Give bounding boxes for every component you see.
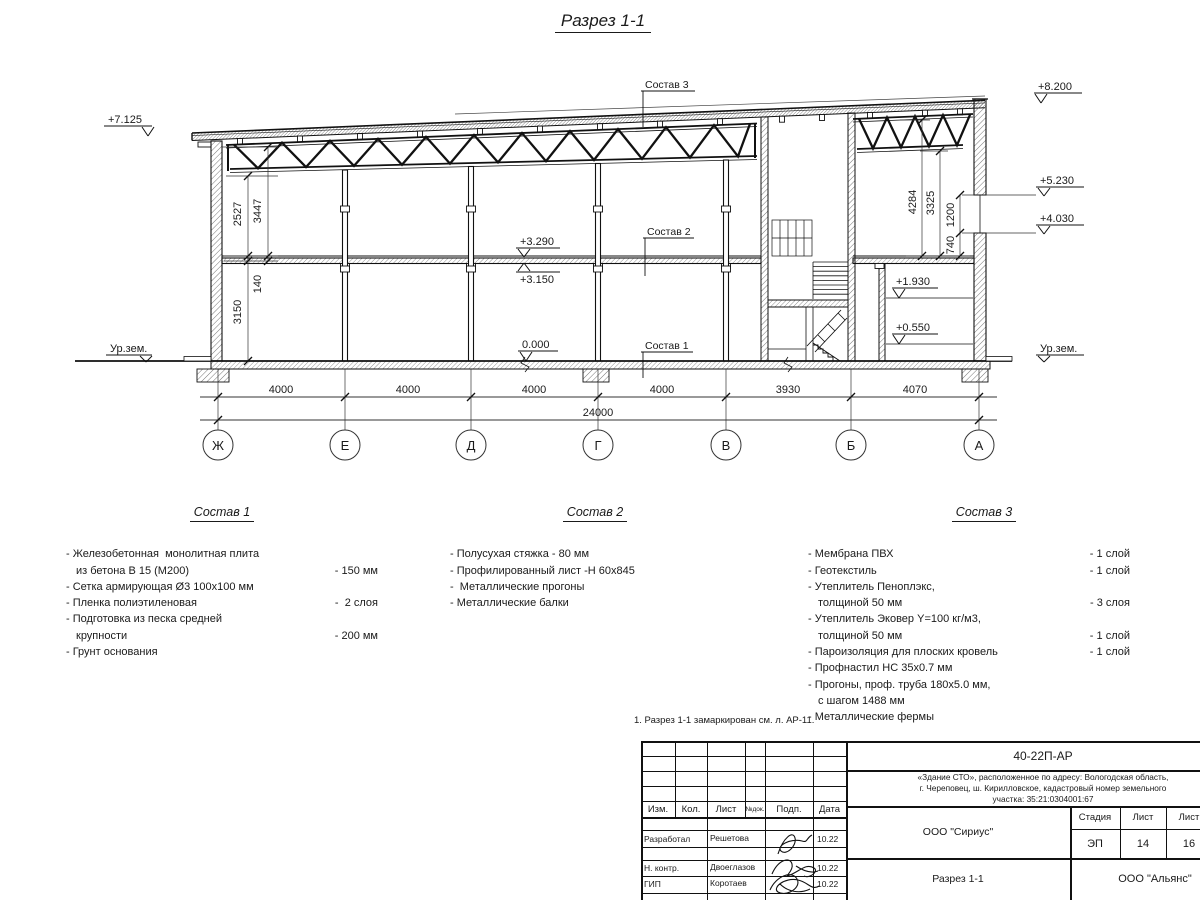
composition-2-title: Состав 2 — [450, 504, 740, 520]
left-wall — [211, 141, 222, 361]
list-item: - Мембрана ПВХ - 1 слой — [808, 548, 1130, 561]
mark-7125 — [104, 126, 154, 136]
dim-740: 740 — [945, 235, 957, 255]
foundation-left — [197, 369, 229, 382]
composition-3-list — [808, 504, 1130, 726]
mark-4030 — [1036, 225, 1084, 234]
axis-zh: Ж — [211, 438, 225, 453]
tb-org-alliance: ООО "Альянс" — [1118, 873, 1192, 885]
stair-landing — [768, 300, 848, 307]
mark-3150 — [516, 263, 560, 272]
list-item: - Прогоны, проф. труба 180х5.0 мм, — [808, 678, 991, 691]
tb-sheets-value: 16 — [1182, 837, 1196, 850]
left-apron — [184, 357, 211, 362]
dim-140: 140 — [252, 274, 264, 294]
axis-g: Г — [594, 438, 602, 453]
signatures — [770, 835, 819, 894]
tb-role-gip: ГИП — [644, 879, 661, 889]
vdims-right — [900, 116, 1036, 260]
elev-floor-finish: +3.290 — [520, 236, 554, 248]
list-item: - Профилированный лист -Н 60х845 — [450, 564, 635, 577]
axis-d: Д — [466, 438, 476, 453]
dim-bay2: 4000 — [395, 384, 421, 396]
signature-korotaev — [770, 875, 819, 894]
tb-name-ncontrol: Двоеглазов — [710, 862, 756, 872]
tb-header-ndok: №док. — [745, 805, 765, 813]
mark-0550 — [892, 334, 938, 344]
signature-reshetova — [778, 835, 812, 854]
list-item: - Металлические балки — [450, 597, 569, 610]
dim-bay4: 4000 — [649, 384, 675, 396]
right-wall — [972, 99, 988, 361]
elev-left-roof: +7.125 — [108, 114, 142, 126]
tb-sheets-header: Лист — [1178, 812, 1200, 823]
tb-date-developer: 10.22 — [817, 834, 839, 844]
list-item: крупности - 200 мм — [76, 629, 378, 642]
list-item: - Сетка армирующая Ø3 100х100 мм — [66, 580, 254, 593]
dim-2527: 2527 — [232, 201, 244, 227]
list-item: - Утеплитель Эковер Y=100 кг/м3, — [808, 613, 981, 626]
dim-bay1: 4000 — [268, 384, 294, 396]
elev-porch: +0.550 — [896, 322, 930, 334]
elev-ground-left: Ур.зем. — [110, 343, 148, 355]
lower-flight — [768, 307, 847, 361]
composition-1-title: Состав 1 — [66, 504, 378, 520]
tb-doc-number: 40-22П-АР — [1013, 748, 1073, 763]
right-apron — [986, 357, 1012, 362]
elev-window-sill: +4.030 — [1040, 213, 1074, 225]
leader-sostav2: Состав 2 — [647, 226, 691, 238]
list-item: - Грунт основания — [66, 646, 158, 659]
list-item: - Утеплитель Пеноплэкс, — [808, 580, 935, 593]
tb-date-gip: 10.22 — [817, 879, 839, 889]
dim-3150: 3150 — [232, 299, 244, 325]
tb-role-ncontrol: Н. контр. — [644, 863, 680, 873]
tb-role-developer: Разработал — [644, 834, 691, 844]
tb-name-developer: Решетова — [710, 833, 749, 843]
axis-b: Б — [846, 438, 856, 453]
mark-urzem-right — [1036, 355, 1084, 362]
dim-bay5: 3930 — [775, 384, 801, 396]
list-item: - Металлические прогоны — [450, 580, 585, 593]
list-item: - Геотекстиль - 1 слой — [808, 564, 1130, 577]
list-item: с шагом 1488 мм — [818, 694, 905, 707]
vdims-left — [222, 143, 278, 365]
mark-0000 — [518, 351, 558, 361]
tb-stage-value: ЭП — [1087, 837, 1103, 850]
list-item: - Полусухая стяжка - 80 мм — [450, 548, 590, 561]
elev-window-head: +5.230 — [1040, 175, 1074, 187]
axis-v: В — [721, 438, 731, 453]
tb-date-ncontrol: 10.22 — [817, 863, 839, 873]
tb-org-sirius: ООО "Сириус" — [922, 826, 994, 838]
tb-header-list: Лист — [715, 803, 737, 815]
staircase — [768, 220, 848, 361]
axis-a: А — [974, 438, 984, 453]
page-title: Разрез 1-1 — [500, 11, 706, 31]
list-item: толщиной 50 мм - 3 слоя — [818, 597, 1130, 610]
tb-header-kol: Кол. — [681, 803, 701, 815]
composition-1-list — [66, 504, 378, 660]
tb-sheet-header: Лист — [1132, 812, 1154, 823]
tb-sheet-value: 14 — [1136, 837, 1150, 850]
list-item: - Пароизоляция для плоских кровель - 1 слой — [808, 646, 1130, 659]
list-item: - Металлические фермы — [808, 711, 935, 724]
list-item: - Пленка полиэтиленовая - 2 слоя — [66, 597, 378, 610]
foundation-mid — [583, 369, 609, 382]
list-item: - Подготовка из песка средней — [66, 613, 222, 626]
mark-8200 — [1034, 93, 1082, 103]
tb-header-podp: Подп. — [776, 803, 802, 815]
dim-bay3: 4000 — [521, 384, 547, 396]
elev-floor-slab: +3.150 — [520, 274, 554, 286]
list-item: - Профнастил НС 35х0.7 мм — [808, 662, 953, 675]
mark-5230 — [1036, 187, 1084, 196]
tb-sheet-title: Разрез 1-1 — [932, 873, 984, 885]
elev-zero: 0.000 — [522, 339, 550, 351]
upper-railing-grid — [772, 220, 812, 256]
tb-name-gip: Коротаев — [710, 878, 747, 888]
upper-flight — [813, 262, 848, 299]
stair-shaft-walls — [761, 113, 855, 361]
tb-project-address: «Здание СТО», расположенное по адресу: Вологодская область, г. Череповец, ш. Кирилловское, кадастровый номер земельного участка: 35:21:0304001:67 — [917, 771, 1169, 804]
elev-mezzanine: +1.930 — [896, 276, 930, 288]
dim-4284: 4284 — [907, 189, 919, 215]
axis-e: Е — [340, 438, 350, 453]
leader-sostav3: Состав 3 — [645, 79, 689, 91]
elev-ground-right: Ур.зем. — [1040, 343, 1078, 355]
composition-3-title: Состав 3 — [808, 504, 1130, 520]
signature-dvoeglazov — [772, 860, 818, 877]
foundation-right — [962, 369, 988, 382]
elev-right-parapet: +8.200 — [1038, 81, 1072, 93]
dim-total: 24000 — [582, 407, 614, 419]
mark-1930 — [892, 288, 938, 298]
dim-3447: 3447 — [252, 198, 264, 224]
composition-2-list — [450, 504, 740, 611]
tb-header-data: Дата — [818, 803, 841, 815]
tb-stage-header: Стадия — [1078, 812, 1112, 823]
dim-1200: 1200 — [945, 202, 957, 228]
leader-sostav1: Состав 1 — [645, 340, 689, 352]
dim-bay6: 4070 — [902, 384, 928, 396]
ground-slab — [75, 357, 1012, 383]
list-item: из бетона В 15 (М200) - 150 мм — [76, 564, 378, 577]
list-item: толщиной 50 мм - 1 слой — [818, 629, 1130, 642]
dim-3325: 3325 — [925, 190, 937, 216]
list-item: - Железобетонная монолитная плита — [66, 548, 260, 561]
drawing-note: 1. Разрез 1-1 замаркирован см. л. АР-11. — [634, 715, 815, 726]
tb-header-izm: Изм. — [647, 803, 669, 815]
